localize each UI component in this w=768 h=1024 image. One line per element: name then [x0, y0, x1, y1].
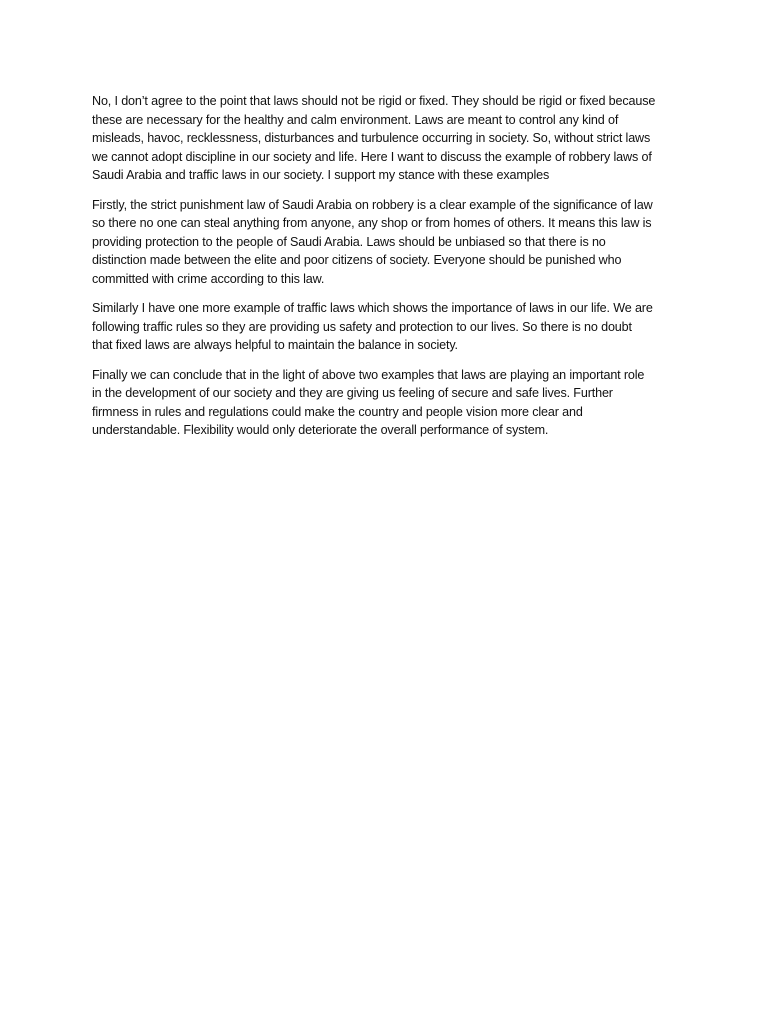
- text-line: No, I don’t agree to the point that laws should not be rigid or fixed. They should be rigid or fixed because: [92, 94, 656, 108]
- text-line: Saudi Arabia and traffic laws in our society. I support my stance with these examples: [92, 168, 550, 182]
- paragraph-saudi-arabia: [92, 196, 682, 289]
- paragraph-conclusion: [92, 366, 682, 440]
- text-line: firmness in rules and regulations could make the country and people vision more clear and: [92, 404, 583, 419]
- document-body: [92, 92, 682, 451]
- text-line: misleads, havoc, recklessness, disturbances and turbulence occurring in society. So, without strict laws: [92, 131, 651, 145]
- text-line: committed with crime according to this law.: [92, 271, 325, 286]
- text-line: understandable. Flexibility would only deteriorate the overall performance of system.: [92, 423, 549, 437]
- text-line: Finally we can conclude that in the light of above two examples that laws are playing an important role: [92, 367, 645, 382]
- text-line: so there no one can steal anything from anyone, any shop or from homes of others. It means this law is: [92, 216, 652, 230]
- text-line: distinction made between the elite and poor citizens of society. Everyone should be punished who: [92, 253, 622, 267]
- text-line: we cannot adopt discipline in our society and life. Here I want to discuss the example of robbery laws of: [92, 149, 652, 164]
- text-line: providing protection to the people of Saudi Arabia. Laws should be unbiased so that there is no: [92, 234, 606, 249]
- text-line: that fixed laws are always helpful to maintain the balance in society.: [92, 338, 458, 352]
- text-line: in the development of our society and they are giving us feeling of secure and safe lives. Further: [92, 386, 613, 400]
- text-line: these are necessary for the healthy and calm environment. Laws are meant to control any kind of: [92, 112, 619, 127]
- text-line: Similarly I have one more example of traffic laws which shows the importance of laws in our life. We are: [92, 301, 653, 315]
- text-line: following traffic rules so they are providing us safety and protection to our lives. So there is no doubt: [92, 319, 632, 334]
- paragraph-intro: [92, 92, 682, 185]
- text-line: Firstly, the strict punishment law of Saudi Arabia on robbery is a clear example of the significance of law: [92, 197, 653, 212]
- paragraph-traffic-laws: [92, 299, 682, 355]
